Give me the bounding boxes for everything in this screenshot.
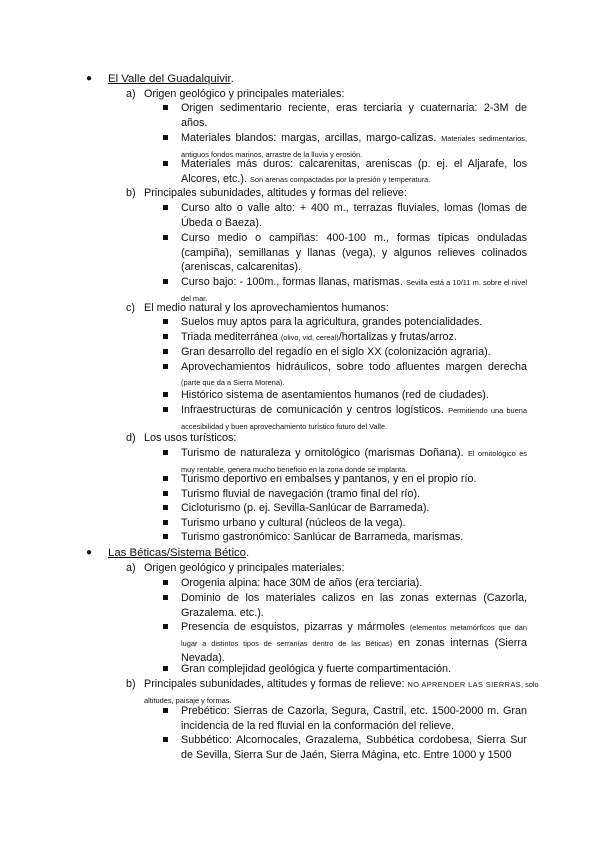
list-item: Infraestructuras de comunicación y centros logísticos. Permitiendo una buena accesibilidad y buen aprovechamiento turístico futuro del Valle. [181,403,527,434]
list-item: Turismo deportivo en embalses y pantanos, y en el propio río. [181,472,527,487]
subsection-title: b) Principales subunidades, altitudes y formas de relieve: NO APRENDER LAS SIERRAS, solo altitudes, paisaje y formas. [126,678,539,705]
section-title: ● Las Béticas/Sistema Bético. [86,547,250,559]
list-item: Suelos muy aptos para la agricultura, grandes potencialidades. [181,315,527,330]
subsection-title: a) Origen geológico y principales materiales: [126,88,345,100]
list-item: Turismo de naturaleza y ornitológico (marismas Doñana). El ornitológico es muy rentable, genera mucho beneficio en la zona donde se implanta. [181,446,527,477]
list-item: Curso medio o campiñas: 400-100 m., formas típicas onduladas (campiña), semillanas y llanas (vega), y algunos relieves colinados (areniscas, calcarenitas). [181,231,527,275]
subsection-title: c) El medio natural y los aprovechamientos humanos: [126,302,389,314]
list-item: Aprovechamientos hidráulicos, sobre todo afluentes margen derecha (parte que da a Sierra Morena). [181,360,527,390]
list-item: Gran desarrollo del regadío en el siglo XX (colonización agraria). [181,345,527,360]
list-item: Presencia de esquistos, pizarras y mármoles (elementos metamórficos que dan lugar a distintos tipos de serranías dentro de las Béticas) en zonas internas (Sierra Nevada). [181,620,527,666]
list-item: Cicloturismo (p. ej. Sevilla-Sanlúcar de Barrameda). [181,501,527,516]
list-item: Turismo gastronómico: Sanlúcar de Barrameda, marismas. [181,530,527,545]
subsection-title: a) Origen geológico y principales materiales: [126,562,345,574]
list-item: Turismo fluvial de navegación (tramo final del río). [181,487,527,502]
list-item: Curso alto o valle alto: + 400 m., terrazas fluviales, lomas (lomas de Úbeda o Baeza). [181,201,527,230]
list-item: Gran complejidad geológica y fuerte compartimentación. [181,662,527,677]
list-item: Origen sedimentario reciente, eras terciaria y cuaternaria: 2-3M de años. [181,101,527,130]
list-item: Histórico sistema de asentamientos humanos (red de ciudades). [181,388,527,403]
list-item: Curso bajo: - 100m., formas llanas, marismas. Sevilla está a 10/11 m. sobre el nivel del mar. [181,275,527,306]
subsection-title: b) Principales subunidades, altitudes y formas del relieve: [126,187,407,199]
list-item: Subbético: Alcornocales, Grazalema, Subbética cordobesa, Sierra Sur de Sevilla, Sierra Sur de Jaén, Sierra Mágina, etc. Entre 1000 y 1500 [181,733,527,762]
list-item: Orogenia alpina: hace 30M de años (era terciaria). [181,576,527,591]
list-item: Materiales blandos: margas, arcillas, margo-calizas. Materiales sedimentarios, antiguos fondos marinos, arrastre de la lluvia y erosión. [181,131,527,162]
bullet-icon: ● [86,73,93,84]
section-title: ● El Valle del Guadalquivir. [86,73,234,85]
list-item: Dominio de los materiales calizos en las zonas externas (Cazorla, Grazalema. etc.). [181,591,527,620]
list-item: Turismo urbano y cultural (núcleos de la vega). [181,516,527,531]
list-item: Prebético: Sierras de Cazorla, Segura, Castril, etc. 1500-2000 m. Gran incidencia de la red fluvial en la conformación del relieve. [181,704,527,733]
list-item: Triada mediterránea (olivo, vid, cereal)/hortalizas y frutas/arroz. [181,330,527,346]
bullet-icon: ● [86,547,93,558]
list-item: Materiales más duros: calcarenitas, areniscas (p. ej. el Aljarafe, los Alcores, etc.). Son arenas compactadas por la presión y temperatura. [181,157,527,187]
subsection-title: d) Los usos turísticos: [126,432,237,444]
